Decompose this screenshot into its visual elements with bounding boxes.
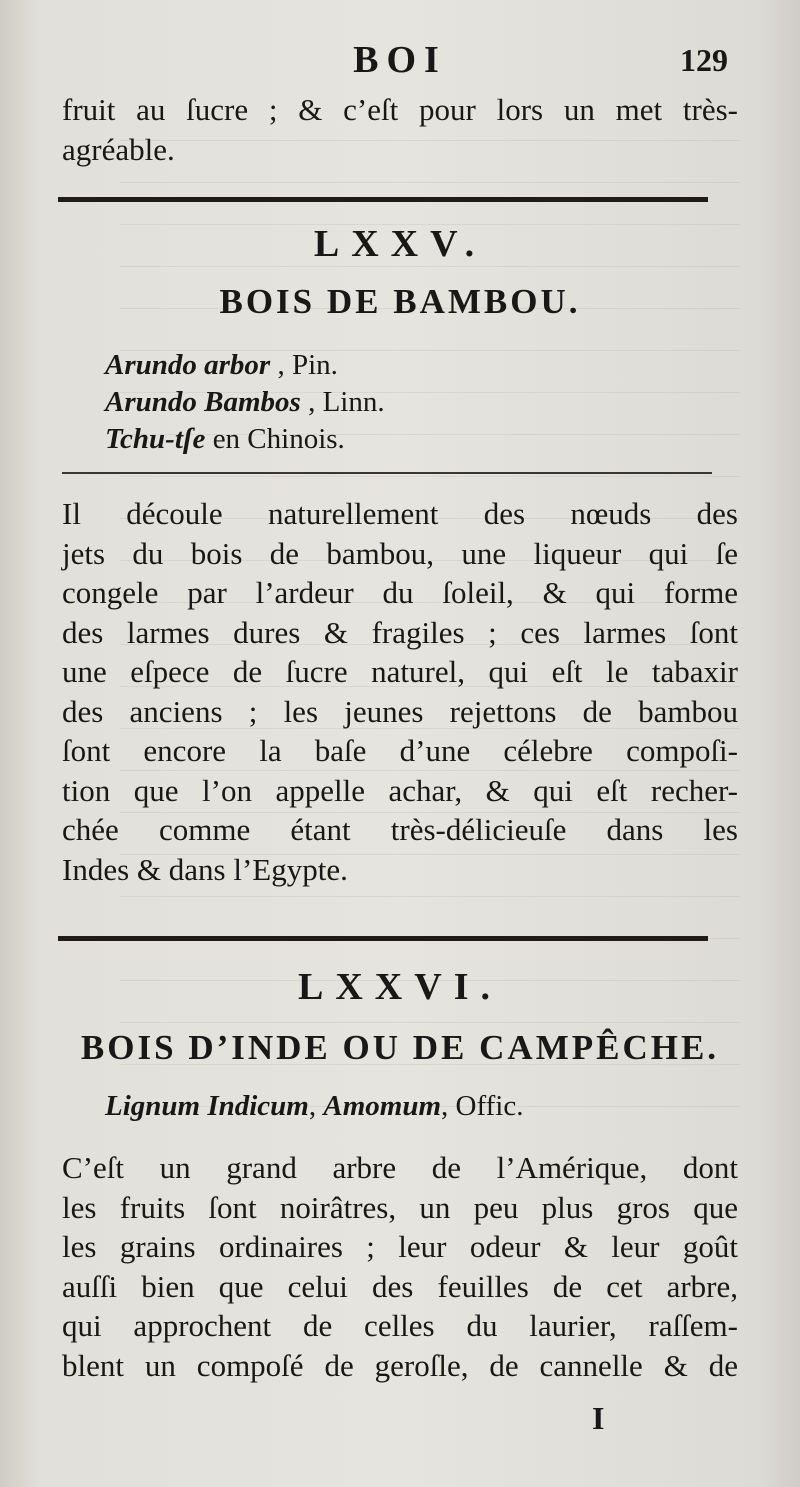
latin-name: Amomum xyxy=(323,1090,442,1122)
text-line: blent un compoſé de geroſle, de cannelle & de xyxy=(62,1347,738,1383)
synonym-entry xyxy=(105,347,385,384)
synonym-entry xyxy=(105,1088,523,1125)
section-divider xyxy=(58,936,708,941)
synonym-list xyxy=(105,347,385,458)
text-line: Il découle naturellement des nœuds des xyxy=(62,496,738,531)
section-number: LXXV. xyxy=(313,223,487,265)
synonym-source: en Chinois. xyxy=(212,423,345,455)
synonym-source: , Pin. xyxy=(277,349,338,381)
latin-name: Arundo Bambos xyxy=(105,386,301,418)
section-number: LXXVI. xyxy=(298,966,502,1008)
text-line: ſont encore la baſe d’une célebre compoſi- xyxy=(62,733,738,768)
text-line: des larmes dures & fragiles ; ces larmes ſont xyxy=(62,614,738,650)
synonym-divider xyxy=(62,472,712,474)
text-line: auſſi bien que celui des feuilles de cet arbre, xyxy=(62,1268,738,1304)
text-line: une eſpece de ſucre naturel, qui eſt le tabaxir xyxy=(62,654,738,689)
text-line: fruit au ſucre ; & c’eſt pour lors un met très- xyxy=(62,92,738,127)
text-line: Indes & dans l’Egypte. xyxy=(62,851,348,887)
page-number: 129 xyxy=(680,42,728,78)
running-head xyxy=(0,34,800,84)
synonym-source: , Linn. xyxy=(308,386,385,418)
synonym-entry xyxy=(105,421,385,458)
body-paragraph xyxy=(62,1148,738,1385)
synonym-source: , Offic. xyxy=(441,1090,524,1122)
section-divider xyxy=(58,197,708,202)
latin-name: Lignum Indicum xyxy=(105,1090,309,1122)
signature-mark: I xyxy=(592,1400,605,1436)
text-line: des anciens ; les jeunes rejettons de bambou xyxy=(62,693,738,729)
text-line: chée comme étant très-délicieuſe dans les xyxy=(62,812,738,847)
section-title: BOIS DE BAMBOU. xyxy=(219,282,581,321)
text-line: les fruits ſont noirâtres, un peu plus gros que xyxy=(62,1189,738,1225)
latin-name: Arundo arbor xyxy=(105,349,271,381)
carry-over-paragraph xyxy=(62,90,738,169)
body-paragraph xyxy=(62,494,738,889)
synonym-source: , xyxy=(308,1090,317,1122)
text-line: qui approchent de celles du laurier, raſſem- xyxy=(62,1308,738,1343)
section-title: BOIS D’INDE OU DE CAMPÊCHE. xyxy=(80,1028,720,1067)
text-line: jets du bois de bambou, une liqueur qui ſe xyxy=(62,535,738,571)
latin-name: Tchu-tſe xyxy=(105,423,206,455)
synonym-list xyxy=(105,1088,523,1125)
running-title: BOI xyxy=(353,39,447,81)
text-line: C’eſt un grand arbre de l’Amérique, dont xyxy=(62,1150,738,1185)
text-line: les grains ordinaires ; leur odeur & leur goût xyxy=(62,1229,738,1264)
synonym-entry xyxy=(105,384,385,421)
text-line: agréable. xyxy=(62,131,175,167)
text-line: tion que l’on appelle achar, & qui eſt recher- xyxy=(62,772,738,808)
text-line: congele par l’ardeur du ſoleil, & qui forme xyxy=(62,575,738,610)
